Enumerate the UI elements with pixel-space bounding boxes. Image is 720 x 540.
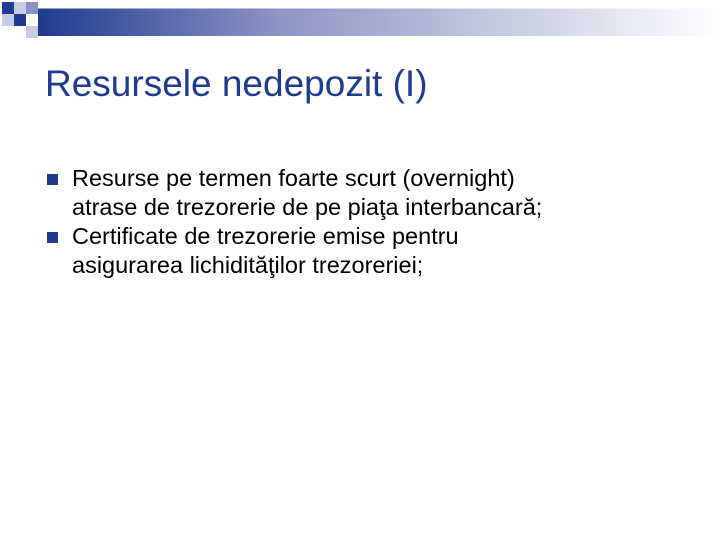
decor-square-6 xyxy=(26,26,38,38)
bullet-1-line-2: atrase de trezorerie de pe piaţa interbancară; xyxy=(72,194,543,220)
decor-square-1 xyxy=(2,2,14,14)
bullet-item-2 xyxy=(47,222,707,280)
bullet-item-1 xyxy=(47,164,707,222)
decor-square-2 xyxy=(14,2,26,14)
bullet-1-line-1: Resurse pe termen foarte scurt (overnight) xyxy=(72,165,515,191)
decor-square-3 xyxy=(26,2,38,14)
square-bullet-icon xyxy=(47,174,58,185)
decor-gradient-bar xyxy=(38,8,720,36)
square-bullet-icon xyxy=(47,232,58,243)
slide-title: Resursele nedepozit (I) xyxy=(45,63,428,104)
bullet-list xyxy=(47,164,707,280)
bullet-2-line-1: Certificate de trezorerie emise pentru xyxy=(72,223,459,249)
decor-square-5 xyxy=(14,14,26,26)
bullet-2-line-2: asigurarea lichidităţilor trezoreriei; xyxy=(72,252,424,278)
header-decoration xyxy=(0,0,720,48)
decor-square-4 xyxy=(2,14,14,26)
